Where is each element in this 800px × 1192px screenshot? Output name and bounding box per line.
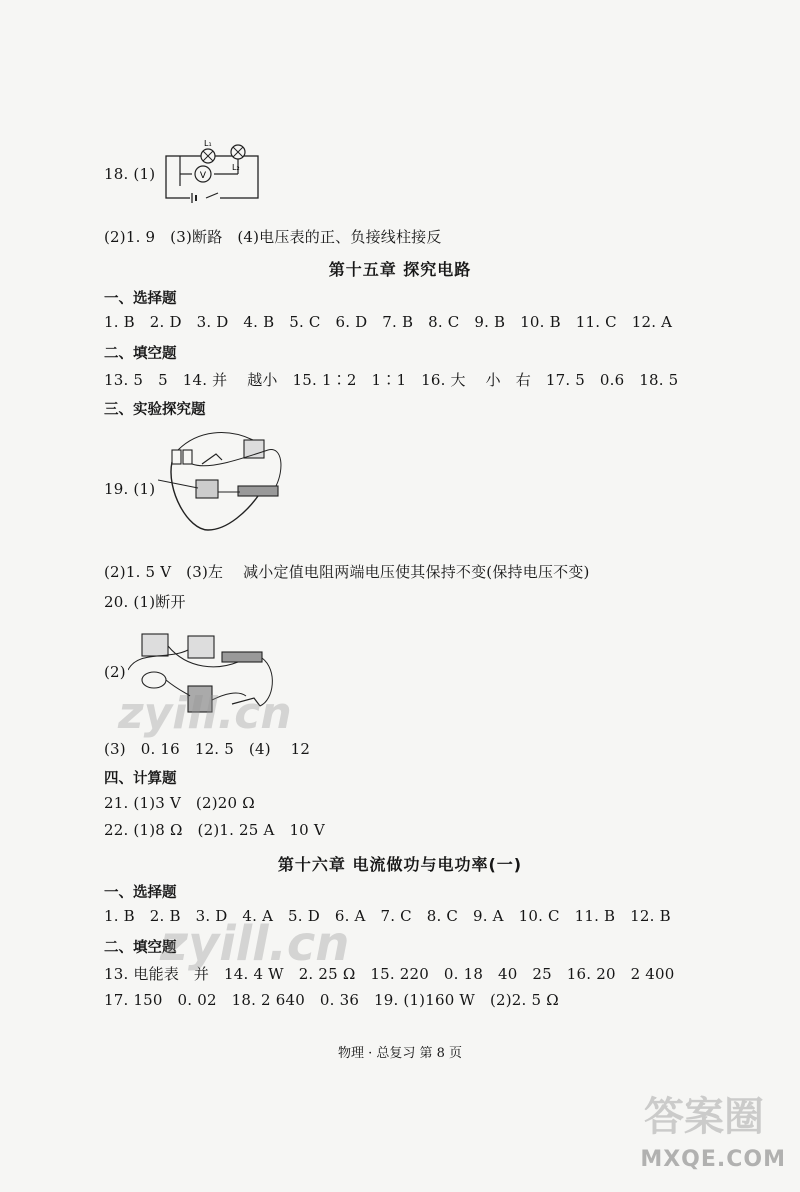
ch16-section-choice: 一、选择题: [104, 885, 177, 901]
q20-part3: (3) 0. 16 12. 5 (4) 12: [104, 740, 311, 758]
q20-part1: 20. (1)断开: [104, 593, 186, 611]
voltmeter-label: V: [199, 171, 207, 181]
ch15-choice-answers: 1. B 2. D 3. D 4. B 5. C 6. D 7. B 8. C 9. B 10. B 11. C 12. A: [104, 313, 673, 331]
site-logo-cn: 答案圈: [644, 1094, 764, 1140]
q19-label: 19. (1): [104, 480, 156, 498]
q22-answers: 22. (1)8 Ω (2)1. 25 A 10 V: [104, 821, 325, 839]
ch16-fill-answers-2: 17. 150 0. 02 18. 2 640 0. 36 19. (1)160 W (2)2. 5 Ω: [104, 991, 559, 1009]
q18-label: 18. (1): [104, 165, 156, 183]
lamp2-label: L₂: [232, 163, 240, 172]
ch15-section-fill: 二、填空题: [104, 346, 177, 362]
ch15-section-experiment: 三、实验探究题: [104, 402, 206, 418]
lamp1-label: L₁: [204, 139, 212, 148]
ch16-fill-answers-1: 13. 电能表 并 14. 4 W 2. 25 Ω 15. 220 0. 18 40 25 16. 20 2 400: [104, 965, 675, 983]
ch16-choice-answers: 1. B 2. B 3. D 4. A 5. D 6. A 7. C 8. C 9. A 10. C 11. B 12. B: [104, 907, 671, 925]
q21-answers: 21. (1)3 V (2)20 Ω: [104, 794, 255, 812]
q20-part2-label: (2): [104, 663, 126, 681]
q19-circuit-illustration: [158, 430, 288, 540]
ch16-section-fill: 二、填空题: [104, 940, 177, 956]
ch15-section-calc: 四、计算题: [104, 771, 177, 787]
q18-answers: (2)1. 9 (3)断路 (4)电压表的正、负接线柱接反: [104, 228, 442, 246]
ch15-fill-answers: 13. 5 5 14. 并 越小 15. 1∶2 1∶1 16. 大 小 右 17. 5 0.6 18. 5: [104, 371, 679, 389]
watermark-text-2: zyill.cn: [160, 916, 350, 972]
chapter-15-title: 第十五章 探究电路: [328, 260, 472, 279]
page-footer: 物理 · 总复习 第 8 页: [337, 1046, 463, 1061]
chapter-16-title: 第十六章 电流做功与电功率(一): [277, 855, 523, 874]
watermark-text-1: zyill.cn: [118, 688, 292, 739]
ch15-section-choice: 一、选择题: [104, 291, 177, 307]
series-circuit-diagram: [160, 138, 270, 208]
q19-answers: (2)1. 5 V (3)左 减小定值电阻两端电压使其保持不变(保持电压不变): [104, 563, 590, 581]
site-logo-url: MXQE.COM: [640, 1147, 786, 1172]
